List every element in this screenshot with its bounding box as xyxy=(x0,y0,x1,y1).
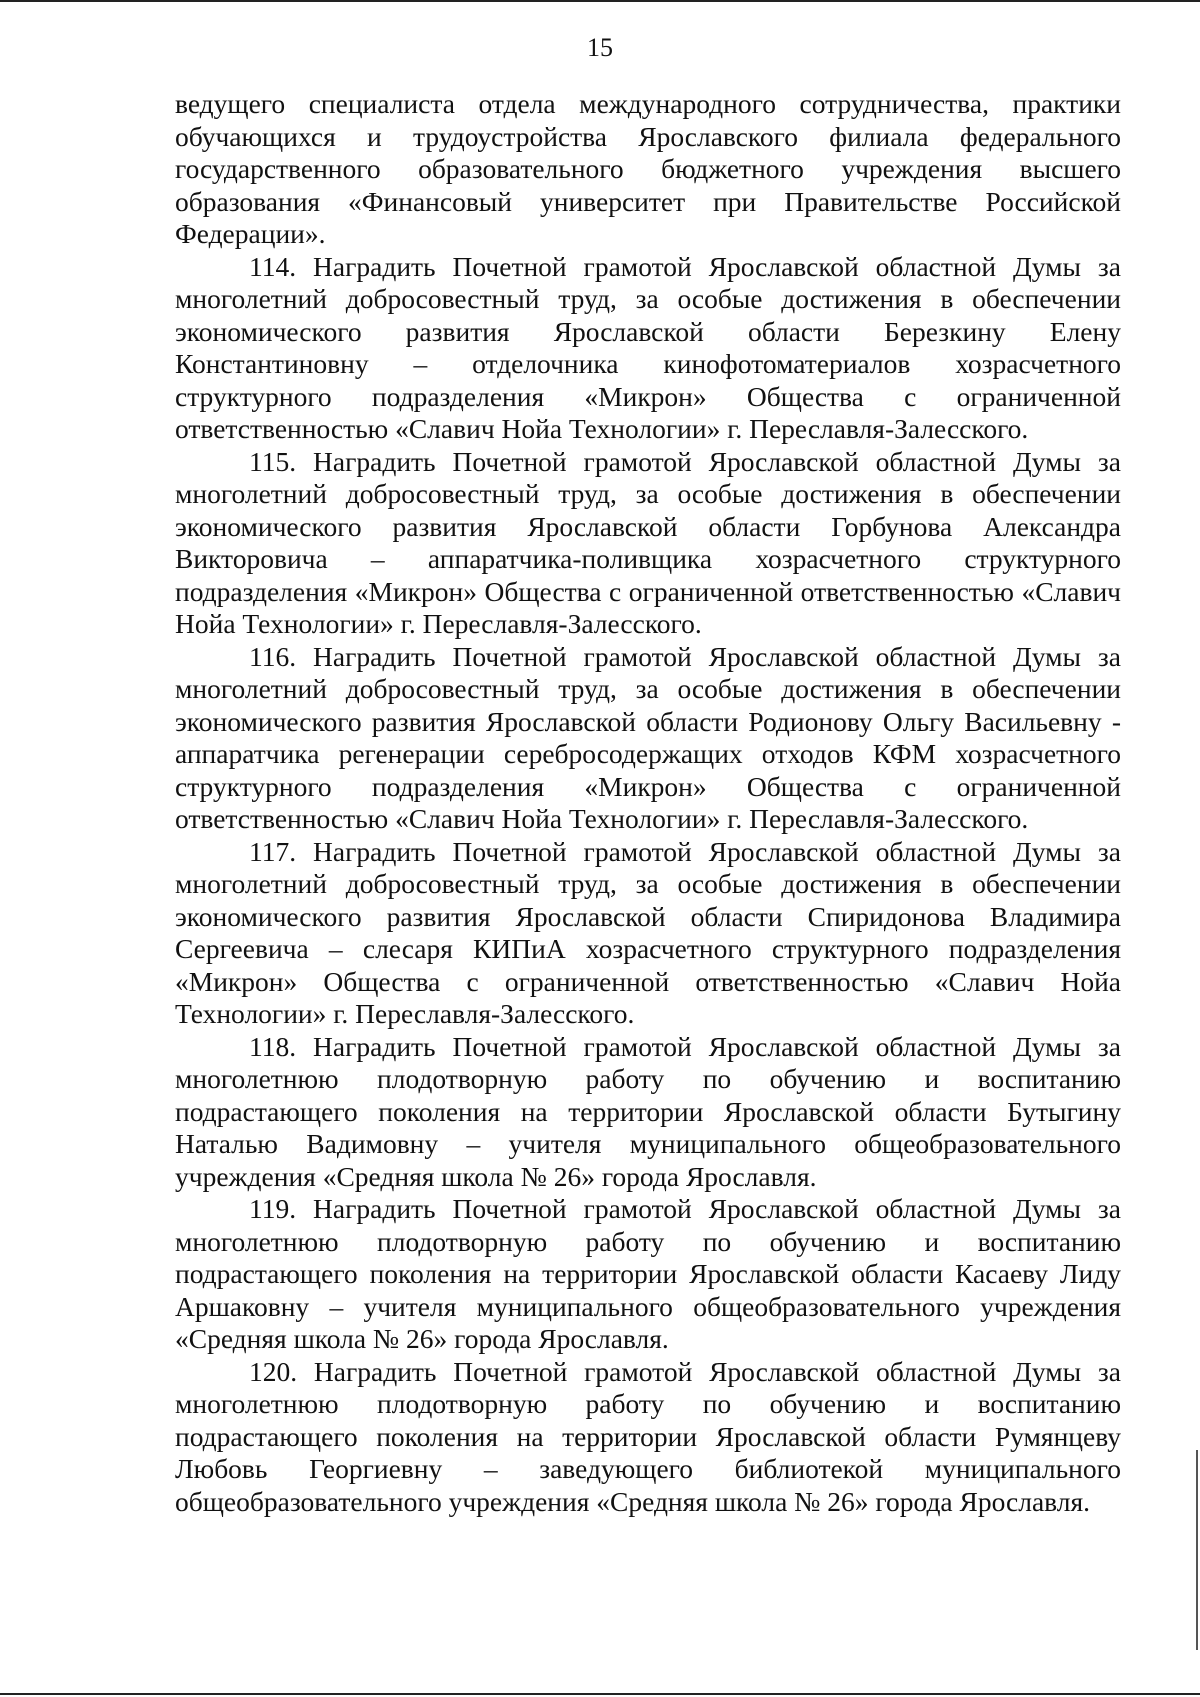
scan-top-border xyxy=(0,0,1200,2)
page-number: 15 xyxy=(587,33,613,62)
paragraph-continuation: ведущего специалиста отдела международного сотрудничества, практики обучающихся и трудоустройства Ярославского филиала федерального государственного образовательного бюджетного учреждения высшего образования «Финансовый университет при Правительстве Российской Федерации». xyxy=(175,88,1121,249)
paragraph-114: 114. Наградить Почетной грамотой Ярославской областной Думы за многолетний добросовестный труд, за особые достижения в обеспечении экономического развития Ярославской области Березкину Елену Константиновну – отделочника кинофотоматериалов хозрасчетного структурного подразделения «Микрон» Общества с ограниченной ответственностью «Славич Нойа Технологии» г. Переславля-Залесского. xyxy=(175,250,1121,444)
paragraph-116: 116. Наградить Почетной грамотой Ярославской областной Думы за многолетний добросовестный труд, за особые достижения в обеспечении экономического развития Ярославской области Родионову Ольгу Васильевну - аппаратчика регенерации серебросодержащих отходов КФМ хозрасчетного структурного подразделения «Микрон» Общества с ограниченной ответственностью «Славич Нойа Технологии» г. Переславля-Залесского. xyxy=(175,640,1121,834)
paragraph-118: 118. Наградить Почетной грамотой Ярославской областной Думы за многолетнюю плодотворную работу по обучению и воспитанию подрастающего поколения на территории Ярославской области Бутыгину Наталью Вадимовну – учителя муниципального общеобразовательного учреждения «Средняя школа № 26» города Ярославля. xyxy=(175,1030,1121,1192)
paragraph-115: 115. Наградить Почетной грамотой Ярославской областной Думы за многолетний добросовестный труд, за особые достижения в обеспечении экономического развития Ярославской области Горбунова Александра Викторовича – аппаратчика-поливщика хозрасчетного структурного подразделения «Микрон» Общества с ограниченной ответственностью «Славич Нойа Технологии» г. Переславля-Залесского. xyxy=(175,445,1121,639)
paragraph-117: 117. Наградить Почетной грамотой Ярославской областной Думы за многолетний добросовестный труд, за особые достижения в обеспечении экономического развития Ярославской области Спиридонова Владимира Сергеевича – слесаря КИПиА хозрасчетного структурного подразделения «Микрон» Общества с ограниченной ответственностью «Славич Нойа Технологии» г. Переславля-Залесского. xyxy=(175,835,1121,1029)
paragraph-119: 119. Наградить Почетной грамотой Ярославской областной Думы за многолетнюю плодотворную работу по обучению и воспитанию подрастающего поколения на территории Ярославской области Касаеву Лиду Аршаковну – учителя муниципального общеобразовательного учреждения «Средняя школа № 26» города Ярославля. xyxy=(175,1193,1121,1354)
scan-bottom-border xyxy=(0,1693,1200,1695)
document-body xyxy=(175,88,1121,1518)
scan-right-edge xyxy=(1196,1450,1198,1650)
paragraph-120: 120. Наградить Почетной грамотой Ярославской областной Думы за многолетнюю плодотворную работу по обучению и воспитанию подрастающего поколения на территории Ярославской области Румянцеву Любовь Георгиевну – заведующего библиотекой муниципального общеобразовательного учреждения «Средняя школа № 26» города Ярославля. xyxy=(175,1355,1121,1517)
